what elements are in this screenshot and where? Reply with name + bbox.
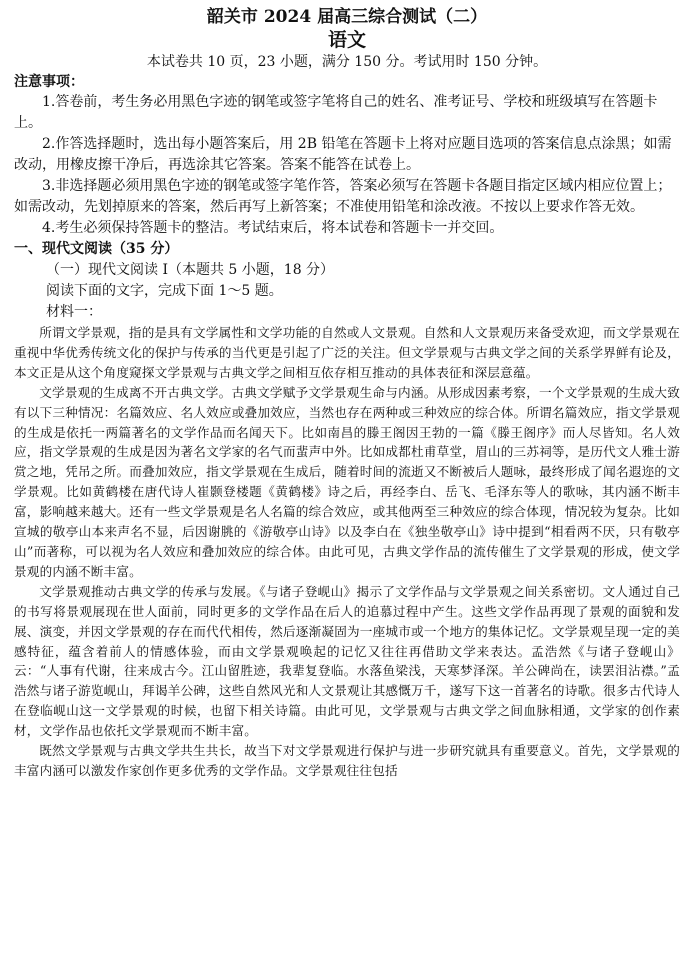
note-item: 3.非选择题必须用黑色字迹的钢笔或签字笔作答，答案必须写在答题卡各题目指定区域内相应位置上；如需改动，先划掉原来的答案，然后再写上新答案；不准使用铅笔和涂改液。不按以上要求作答无效。 [14, 178, 672, 215]
note-item: 1.答卷前，考生务必用黑色字迹的钢笔或签字笔将自己的姓名、准考证号、学校和班级填写在答题卡上。 [14, 94, 658, 131]
exam-title: 韶关市 2024 届高三综合测试（二） [206, 7, 488, 27]
passage-paragraph: 既然文学景观与古典文学共生共长，故当下对文学景观进行保护与进一步研究就具有重要意义。首先，文学景观的丰富内涵可以激发作家创作更多优秀的文学作品。文学景观往往包括 [14, 743, 680, 778]
subject-title: 语文 [327, 29, 366, 51]
reading-instruction: 阅读下面的文字，完成下面 1～5 题。 [46, 283, 283, 299]
subsection-heading: （一）现代文阅读 I（本题共 5 小题，18 分） [46, 262, 335, 278]
passage-paragraph: 文学景观的生成离不开古典文学。古典文学赋予文学景观生命与内涵。从形成因素考察，一个文学景观的生成大致有以下三种情况：名篇效应、名人效应或叠加效应，当然也存在两种或三种效应的综合体。所谓名篇效应，指文学景观的生成是依托一两篇著名的文学作品而名闻天下。比如南昌的滕王阁因王勃的一篇《滕王阁序》而人尽皆知。名人效应，指文学景观的生成是因为著名文学家的名气而蜚声中外。比如成都杜甫草堂，眉山的三苏祠等，是历代文人雅士游赏之地，凭吊之所。而叠加效应，指文学景观在生成后，随着时间的流逝又不断被后人题咏，最终形成了闻名遐迩的文学景观。比如黄鹤楼在唐代诗人崔颢登楼题《黄鹤楼》诗之后，再经李白、岳飞、毛泽东等人的歌咏，其内涵不断丰富，影响越来越大。还有一些文学景观是名人名篇的综合效应，或其他两至三种效应的综合体现，情况较为复杂。比如宣城的敬亭山本来声名不显，后因谢朓的《游敬亭山诗》以及李白在《独坐敬亭山》诗中提到“相看两不厌，只有敬亭山”而著称，可以视为名人效应和叠加效应的综合体。由此可见，古典文学作品的流传催生了文学景观的形成，使文学景观的内涵不断丰富。 [14, 384, 680, 579]
passage-paragraph: 文学景观推动古典文学的传承与发展。《与诸子登岘山》揭示了文学作品与文学景观之间关系密切。文人通过自己的书写将景观展现在世人面前，同时更多的文学作品在后人的追慕过程中产生。这些文学作品再现了景观的面貌和发展、演变，并因文学景观的存在而代代相传，然后逐渐凝固为一座城市或一个地方的集体记忆。文学景观呈现一定的美感特征，蕴含着前人的情感体验，而由文学景观唤起的记忆又往往再借助文学来表达。孟浩然《与诸子登岘山》云：“人事有代谢，往来成古今。江山留胜迹，我辈复登临。水落鱼梁浅，天寒梦泽深。羊公碑尚在，读罢泪沾襟。”孟浩然与诸子游览岘山，拜谒羊公碑，这些自然风光和人文景观让其感慨万千，遂写下这一首著名的诗歌。很多古代诗人在登临岘山这一文学景观的时候，也留下相关诗篇。由此可见，文学景观与古典文学之间血脉相通，文学家的创作素材，文学作品也依托文学景观而不断丰富。 [14, 583, 680, 739]
note-item: 2.作答选择题时，选出每小题答案后，用 2B 铅笔在答题卡上将对应题目选项的答案信息点涂黑；如需改动，用橡皮擦干净后，再选涂其它答案。答案不能答在试卷上。 [14, 136, 672, 173]
passage-paragraph: 所谓文学景观，指的是具有文学属性和文学功能的自然或人文景观。自然和人文景观历来备受欢迎，而文学景观在重视中华优秀传统文化的保护与传承的当代更是引起了广泛的关注。但文学景观与古典文学之间的关系学界鲜有论及，本文正是从这个角度窥探文学景观与古典文学之间相互依存相互推动的具体表征和深层意蕴。 [14, 325, 680, 380]
material-label: 材料一： [46, 304, 102, 320]
exam-info: 本试卷共 10 页，23 小题，满分 150 分。考试用时 150 分钟。 [146, 54, 548, 70]
section-heading: 一、现代文阅读（35 分） [14, 241, 179, 257]
note-item: 4.考生必须保持答题卡的整洁。考试结束后，将本试卷和答题卡一并交回。 [42, 220, 504, 236]
notes-heading: 注意事项： [14, 74, 84, 90]
